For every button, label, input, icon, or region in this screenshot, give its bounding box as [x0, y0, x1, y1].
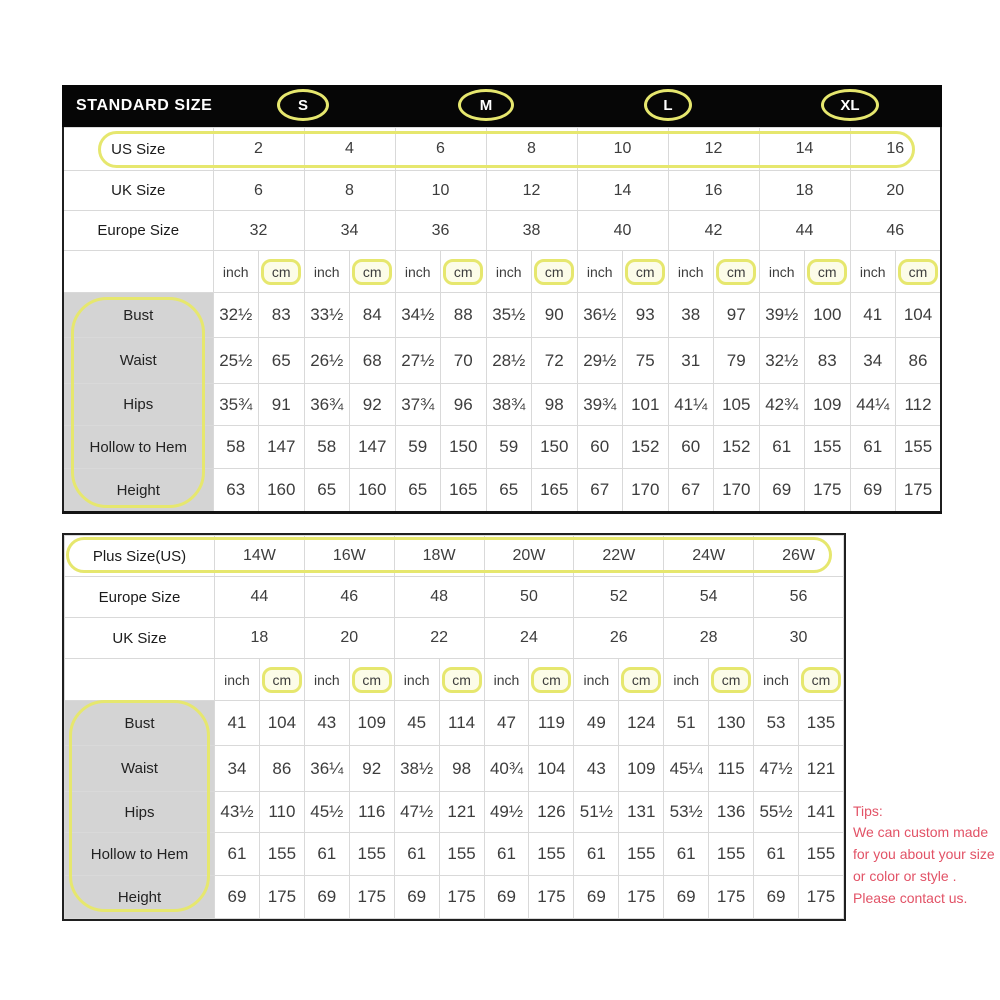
measure-value-cell: 36¼	[304, 746, 349, 792]
size-value-cell: 34	[304, 211, 395, 251]
measure-value-cell: 119	[529, 701, 574, 746]
tips-title: Tips:	[853, 803, 883, 819]
inch-unit-cell: inch	[759, 251, 805, 293]
inch-unit-cell: inch	[394, 659, 439, 701]
unit-row-corner	[63, 251, 213, 293]
measure-value-cell: 175	[798, 876, 843, 919]
row-label-hollow-to-hem: Hollow to Hem	[63, 426, 213, 469]
measure-value-cell: 41¼	[668, 384, 714, 426]
measure-value-cell: 53½	[664, 792, 709, 833]
cm-unit-cell	[619, 659, 664, 701]
measure-value-cell: 34	[850, 338, 896, 384]
measure-value-cell: 109	[349, 701, 394, 746]
measure-value-cell: 100	[805, 293, 851, 338]
size-value-cell: 24	[484, 618, 574, 659]
measure-value-cell: 42¾	[759, 384, 805, 426]
measure-value-cell: 55½	[754, 792, 799, 833]
measure-value-cell: 32½	[213, 293, 259, 338]
measure-value-cell: 34	[215, 746, 260, 792]
measure-value-cell: 124	[619, 701, 664, 746]
tips-line-3: or color or style .	[853, 868, 957, 884]
measure-value-cell: 65	[304, 469, 350, 513]
measure-value-cell: 41	[215, 701, 260, 746]
measure-value-cell: 104	[529, 746, 574, 792]
cm-unit-highlight: cm	[898, 259, 938, 285]
measure-value-cell: 38¾	[486, 384, 532, 426]
measure-value-cell: 86	[259, 746, 304, 792]
measure-value-cell: 96	[441, 384, 487, 426]
size-value-cell: 26	[574, 618, 664, 659]
measure-value-cell: 131	[619, 792, 664, 833]
inch-unit-cell: inch	[395, 251, 441, 293]
row-label-uk-size: UK Size	[65, 618, 215, 659]
cm-unit-cell	[350, 251, 396, 293]
measure-value-cell: 141	[798, 792, 843, 833]
measure-value-cell: 105	[714, 384, 760, 426]
size-badge-m: M	[458, 89, 514, 121]
measure-value-cell: 155	[529, 833, 574, 876]
inch-unit-cell: inch	[577, 251, 623, 293]
size-value-cell: 32	[213, 211, 304, 251]
cm-unit-highlight: cm	[352, 667, 392, 693]
cm-unit-highlight: cm	[442, 667, 482, 693]
measure-value-cell: 53	[754, 701, 799, 746]
tips-line-1: We can custom made	[853, 824, 989, 840]
measure-value-cell: 75	[623, 338, 669, 384]
measure-value-cell: 45	[394, 701, 439, 746]
measure-value-cell: 175	[439, 876, 484, 919]
measure-value-cell: 175	[529, 876, 574, 919]
measure-value-cell: 35½	[486, 293, 532, 338]
size-value-cell: 14	[759, 128, 850, 171]
size-value-cell: 44	[215, 577, 305, 618]
measure-value-cell: 152	[714, 426, 760, 469]
inch-unit-cell: inch	[754, 659, 799, 701]
measure-value-cell: 90	[532, 293, 578, 338]
cm-unit-cell	[709, 659, 754, 701]
size-value-cell: 40	[577, 211, 668, 251]
measure-value-cell: 61	[574, 833, 619, 876]
measure-value-cell: 45¼	[664, 746, 709, 792]
measure-value-cell: 58	[213, 426, 259, 469]
measure-value-cell: 86	[896, 338, 942, 384]
measure-value-cell: 49	[574, 701, 619, 746]
measure-value-cell: 28½	[486, 338, 532, 384]
row-label-height: Height	[63, 469, 213, 513]
measure-value-cell: 165	[532, 469, 578, 513]
standard-size-table	[62, 85, 942, 514]
measure-value-cell: 175	[619, 876, 664, 919]
measure-value-cell: 45½	[304, 792, 349, 833]
size-value-cell: 54	[664, 577, 754, 618]
measure-value-cell: 98	[439, 746, 484, 792]
size-badge-xl: XL	[821, 89, 879, 121]
measure-value-cell: 65	[486, 469, 532, 513]
size-badge-s: S	[277, 89, 329, 121]
size-value-cell: 28	[664, 618, 754, 659]
size-value-cell: 14	[577, 171, 668, 211]
cm-unit-cell	[439, 659, 484, 701]
size-value-cell: 18	[759, 171, 850, 211]
measure-value-cell: 130	[709, 701, 754, 746]
measure-value-cell: 126	[529, 792, 574, 833]
measure-value-cell: 136	[709, 792, 754, 833]
measure-value-cell: 59	[395, 426, 441, 469]
size-value-cell: 48	[394, 577, 484, 618]
measure-value-cell: 36½	[577, 293, 623, 338]
measure-value-cell: 37¾	[395, 384, 441, 426]
measure-value-cell: 93	[623, 293, 669, 338]
row-label-waist: Waist	[63, 338, 213, 384]
measure-value-cell: 67	[668, 469, 714, 513]
measure-value-cell: 69	[664, 876, 709, 919]
measure-value-cell: 40¾	[484, 746, 529, 792]
cm-unit-cell	[259, 251, 305, 293]
inch-unit-cell: inch	[213, 251, 259, 293]
size-value-cell: 12	[486, 171, 577, 211]
size-value-cell: 24W	[664, 536, 754, 577]
measure-value-cell: 83	[259, 293, 305, 338]
measure-value-cell: 88	[441, 293, 487, 338]
cm-unit-cell	[529, 659, 574, 701]
measure-value-cell: 91	[259, 384, 305, 426]
row-label-hollow-to-hem: Hollow to Hem	[65, 833, 215, 876]
size-value-cell: 20W	[484, 536, 574, 577]
measure-value-cell: 69	[574, 876, 619, 919]
measure-value-cell: 121	[439, 792, 484, 833]
standard-size-header	[62, 85, 942, 127]
size-value-cell: 50	[484, 577, 574, 618]
measure-value-cell: 170	[623, 469, 669, 513]
size-value-cell: 38	[486, 211, 577, 251]
measure-value-cell: 51	[664, 701, 709, 746]
size-value-cell: 10	[395, 171, 486, 211]
plus-size-grid	[64, 535, 844, 919]
measure-value-cell: 116	[349, 792, 394, 833]
measure-value-cell: 32½	[759, 338, 805, 384]
size-value-cell: 46	[304, 577, 394, 618]
size-value-cell: 42	[668, 211, 759, 251]
cm-unit-cell	[441, 251, 487, 293]
size-value-cell: 6	[213, 171, 304, 211]
measure-value-cell: 72	[532, 338, 578, 384]
size-value-cell: 12	[668, 128, 759, 171]
measure-value-cell: 49½	[484, 792, 529, 833]
cm-unit-highlight: cm	[711, 667, 751, 693]
cm-unit-cell	[259, 659, 304, 701]
size-value-cell: 56	[754, 577, 844, 618]
row-label-bust: Bust	[63, 293, 213, 338]
measure-value-cell: 147	[259, 426, 305, 469]
measure-value-cell: 25½	[213, 338, 259, 384]
row-label-uk-size: UK Size	[63, 171, 213, 211]
measure-value-cell: 155	[439, 833, 484, 876]
measure-value-cell: 36¾	[304, 384, 350, 426]
measure-value-cell: 69	[754, 876, 799, 919]
cm-unit-cell	[532, 251, 578, 293]
measure-value-cell: 61	[304, 833, 349, 876]
size-value-cell: 22	[394, 618, 484, 659]
tips-line-4: Please contact us.	[853, 890, 968, 906]
measure-value-cell: 47½	[754, 746, 799, 792]
cm-unit-cell	[623, 251, 669, 293]
cm-unit-highlight: cm	[352, 259, 392, 285]
measure-value-cell: 101	[623, 384, 669, 426]
size-value-cell: 16	[850, 128, 941, 171]
size-value-cell: 20	[304, 618, 394, 659]
measure-value-cell: 165	[441, 469, 487, 513]
measure-value-cell: 38	[668, 293, 714, 338]
measure-value-cell: 63	[213, 469, 259, 513]
inch-unit-cell: inch	[484, 659, 529, 701]
measure-value-cell: 41	[850, 293, 896, 338]
measure-value-cell: 110	[259, 792, 304, 833]
measure-value-cell: 79	[714, 338, 760, 384]
measure-value-cell: 109	[619, 746, 664, 792]
plus-size-table	[62, 533, 846, 921]
cm-unit-cell	[805, 251, 851, 293]
size-value-cell: 14W	[215, 536, 305, 577]
measure-value-cell: 65	[395, 469, 441, 513]
size-value-cell: 8	[486, 128, 577, 171]
measure-value-cell: 44¼	[850, 384, 896, 426]
measure-value-cell: 84	[350, 293, 396, 338]
measure-value-cell: 115	[709, 746, 754, 792]
row-label-plus-size-us: Plus Size(US)	[65, 536, 215, 577]
standard-size-title: STANDARD SIZE	[76, 97, 213, 114]
measure-value-cell: 109	[805, 384, 851, 426]
measure-value-cell: 150	[441, 426, 487, 469]
cm-unit-highlight: cm	[621, 667, 661, 693]
unit-row-corner	[65, 659, 215, 701]
inch-unit-cell: inch	[304, 659, 349, 701]
size-value-cell: 20	[850, 171, 941, 211]
measure-value-cell: 160	[259, 469, 305, 513]
cm-unit-highlight: cm	[531, 667, 571, 693]
measure-value-cell: 35¾	[213, 384, 259, 426]
cm-unit-cell	[798, 659, 843, 701]
measure-value-cell: 175	[349, 876, 394, 919]
measure-value-cell: 26½	[304, 338, 350, 384]
measure-value-cell: 175	[896, 469, 942, 513]
measure-value-cell: 61	[759, 426, 805, 469]
measure-value-cell: 98	[532, 384, 578, 426]
measure-value-cell: 69	[484, 876, 529, 919]
measure-value-cell: 43	[304, 701, 349, 746]
measure-value-cell: 61	[484, 833, 529, 876]
measure-value-cell: 175	[805, 469, 851, 513]
measure-value-cell: 61	[215, 833, 260, 876]
cm-unit-highlight: cm	[716, 259, 756, 285]
cm-unit-highlight: cm	[534, 259, 574, 285]
size-value-cell: 16W	[304, 536, 394, 577]
size-value-cell: 8	[304, 171, 395, 211]
measure-value-cell: 33½	[304, 293, 350, 338]
measure-value-cell: 112	[896, 384, 942, 426]
measure-value-cell: 27½	[395, 338, 441, 384]
cm-unit-highlight: cm	[625, 259, 665, 285]
measure-value-cell: 70	[441, 338, 487, 384]
measure-value-cell: 170	[714, 469, 760, 513]
measure-value-cell: 155	[259, 833, 304, 876]
measure-value-cell: 152	[623, 426, 669, 469]
inch-unit-cell: inch	[664, 659, 709, 701]
measure-value-cell: 69	[394, 876, 439, 919]
measure-value-cell: 160	[350, 469, 396, 513]
measure-value-cell: 47	[484, 701, 529, 746]
measure-value-cell: 69	[759, 469, 805, 513]
measure-value-cell: 175	[709, 876, 754, 919]
size-value-cell: 18W	[394, 536, 484, 577]
cm-unit-highlight: cm	[443, 259, 483, 285]
measure-value-cell: 155	[709, 833, 754, 876]
measure-value-cell: 147	[350, 426, 396, 469]
size-value-cell: 22W	[574, 536, 664, 577]
measure-value-cell: 39¾	[577, 384, 623, 426]
size-value-cell: 52	[574, 577, 664, 618]
cm-unit-cell	[896, 251, 942, 293]
measure-value-cell: 175	[259, 876, 304, 919]
size-value-cell: 30	[754, 618, 844, 659]
size-value-cell: 44	[759, 211, 850, 251]
measure-value-cell: 155	[896, 426, 942, 469]
measure-value-cell: 60	[668, 426, 714, 469]
measure-value-cell: 51½	[574, 792, 619, 833]
measure-value-cell: 61	[394, 833, 439, 876]
row-label-bust: Bust	[65, 701, 215, 746]
measure-value-cell: 83	[805, 338, 851, 384]
measure-value-cell: 97	[714, 293, 760, 338]
tips-note	[853, 801, 1000, 909]
measure-value-cell: 58	[304, 426, 350, 469]
tips-line-2: for you about your size	[853, 846, 995, 862]
measure-value-cell: 114	[439, 701, 484, 746]
standard-size-grid	[62, 127, 942, 514]
measure-value-cell: 150	[532, 426, 578, 469]
row-label-hips: Hips	[63, 384, 213, 426]
size-value-cell: 18	[215, 618, 305, 659]
cm-unit-highlight: cm	[801, 667, 841, 693]
row-label-us-size: US Size	[63, 128, 213, 171]
measure-value-cell: 92	[349, 746, 394, 792]
measure-value-cell: 104	[896, 293, 942, 338]
inch-unit-cell: inch	[850, 251, 896, 293]
measure-value-cell: 59	[486, 426, 532, 469]
cm-unit-cell	[714, 251, 760, 293]
measure-value-cell: 43½	[215, 792, 260, 833]
row-label-height: Height	[65, 876, 215, 919]
measure-value-cell: 155	[805, 426, 851, 469]
measure-value-cell: 104	[259, 701, 304, 746]
measure-value-cell: 135	[798, 701, 843, 746]
measure-value-cell: 34½	[395, 293, 441, 338]
measure-value-cell: 69	[304, 876, 349, 919]
size-value-cell: 2	[213, 128, 304, 171]
inch-unit-cell: inch	[574, 659, 619, 701]
measure-value-cell: 155	[798, 833, 843, 876]
size-value-cell: 10	[577, 128, 668, 171]
row-label-hips: Hips	[65, 792, 215, 833]
measure-value-cell: 61	[850, 426, 896, 469]
measure-value-cell: 69	[850, 469, 896, 513]
measure-value-cell: 43	[574, 746, 619, 792]
cm-unit-cell	[349, 659, 394, 701]
measure-value-cell: 69	[215, 876, 260, 919]
size-value-cell: 46	[850, 211, 941, 251]
size-value-cell: 16	[668, 171, 759, 211]
measure-value-cell: 68	[350, 338, 396, 384]
measure-value-cell: 121	[798, 746, 843, 792]
measure-value-cell: 39½	[759, 293, 805, 338]
measure-value-cell: 61	[664, 833, 709, 876]
row-label-waist: Waist	[65, 746, 215, 792]
measure-value-cell: 92	[350, 384, 396, 426]
size-value-cell: 36	[395, 211, 486, 251]
cm-unit-highlight: cm	[262, 667, 302, 693]
measure-value-cell: 155	[619, 833, 664, 876]
size-value-cell: 4	[304, 128, 395, 171]
measure-value-cell: 60	[577, 426, 623, 469]
row-label-europe-size: Europe Size	[63, 211, 213, 251]
cm-unit-highlight: cm	[807, 259, 847, 285]
size-badge-l: L	[644, 89, 692, 121]
size-value-cell: 6	[395, 128, 486, 171]
inch-unit-cell: inch	[215, 659, 260, 701]
measure-value-cell: 65	[259, 338, 305, 384]
measure-value-cell: 29½	[577, 338, 623, 384]
inch-unit-cell: inch	[668, 251, 714, 293]
measure-value-cell: 31	[668, 338, 714, 384]
inch-unit-cell: inch	[304, 251, 350, 293]
measure-value-cell: 67	[577, 469, 623, 513]
measure-value-cell: 155	[349, 833, 394, 876]
measure-value-cell: 38½	[394, 746, 439, 792]
measure-value-cell: 47½	[394, 792, 439, 833]
measure-value-cell: 61	[754, 833, 799, 876]
cm-unit-highlight: cm	[261, 259, 301, 285]
size-value-cell: 26W	[754, 536, 844, 577]
inch-unit-cell: inch	[486, 251, 532, 293]
row-label-europe-size: Europe Size	[65, 577, 215, 618]
